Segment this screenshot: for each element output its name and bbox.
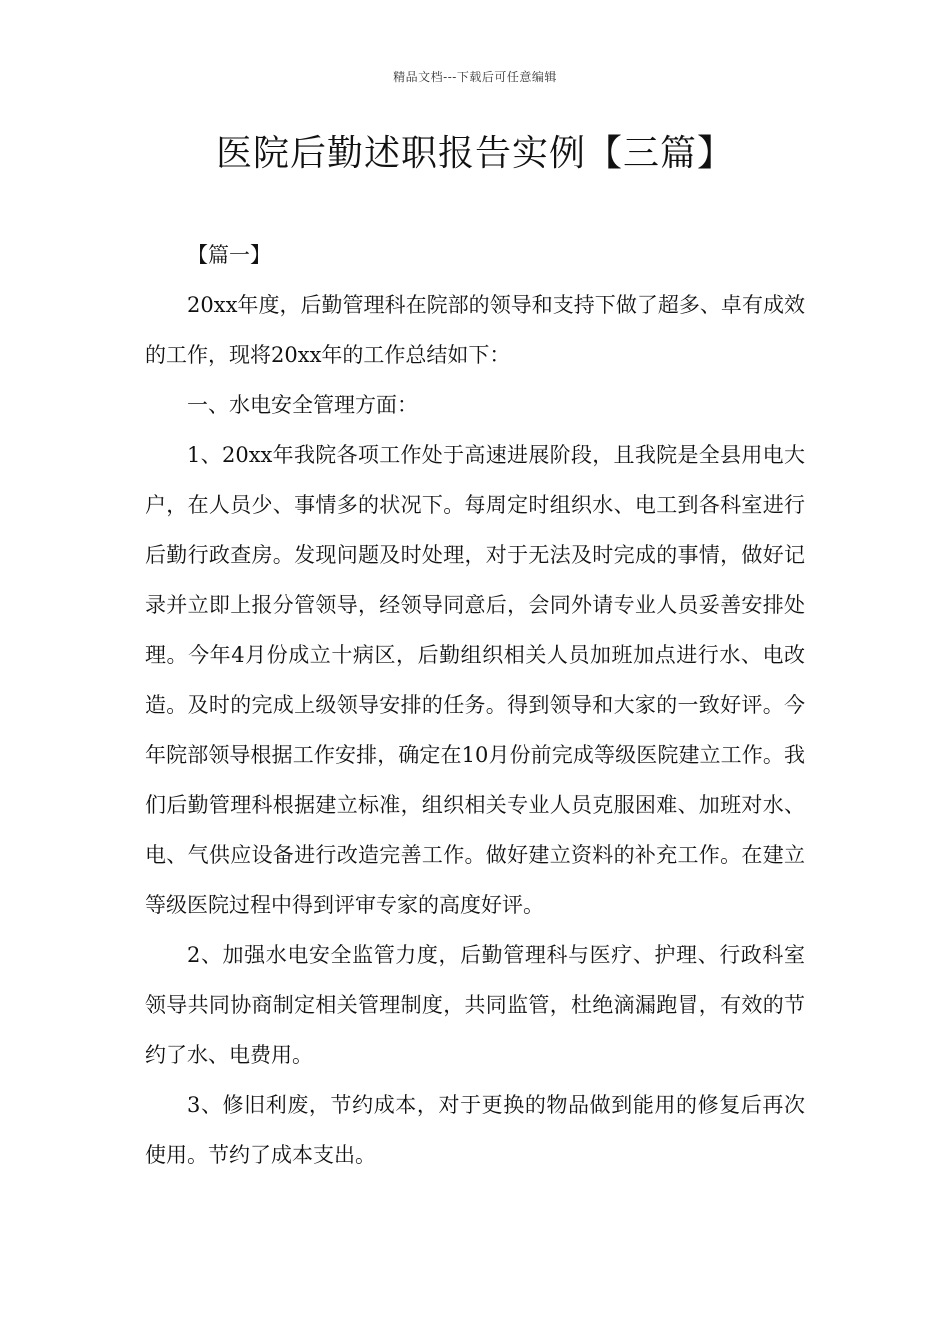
- document-body: [145, 230, 805, 1180]
- paragraph-intro: 20xx年度，后勤管理科在院部的领导和支持下做了超多、卓有成效的工作，现将20xx年的工作总结如下：: [145, 293, 805, 367]
- section-subheading: 一、水电安全管理方面：: [187, 393, 418, 417]
- paragraph-item-2: 2、加强水电安全监管力度，后勤管理科与医疗、护理、行政科室领导共同协商制定相关管理制度，共同监管，杜绝滴漏跑冒，有效的节约了水、电费用。: [145, 943, 805, 1067]
- paragraph-item-3: 3、修旧利废，节约成本，对于更换的物品做到能用的修复后再次使用。节约了成本支出。: [145, 1093, 805, 1167]
- header-note: 精品文档---下载后可任意编辑: [393, 70, 557, 84]
- paragraph-item-1: 1、20xx年我院各项工作处于高速进展阶段，且我院是全县用电大户，在人员少、事情多的状况下。每周定时组织水、电工到各科室进行后勤行政查房。发现问题及时处理，对于无法及时完成的事情，做好记录并立即上报分管领导，经领导同意后，会同外请专业人员妥善安排处理。今年4月份成立十病区，后勤组织相关人员加班加点进行水、电改造。及时的完成上级领导安排的任务。得到领导和大家的一致好评。今年院部领导根据工作安排，确定在10月份前完成等级医院建立工作。我们后勤管理科根据建立标准，组织相关专业人员克服困难、加班对水、电、气供应设备进行改造完善工作。做好建立资料的补充工作。在建立等级医院过程中得到评审专家的高度好评。: [145, 443, 805, 917]
- document-title: 医院后勤述职报告实例【三篇】: [215, 133, 734, 174]
- section-heading: 【篇一】: [187, 243, 271, 267]
